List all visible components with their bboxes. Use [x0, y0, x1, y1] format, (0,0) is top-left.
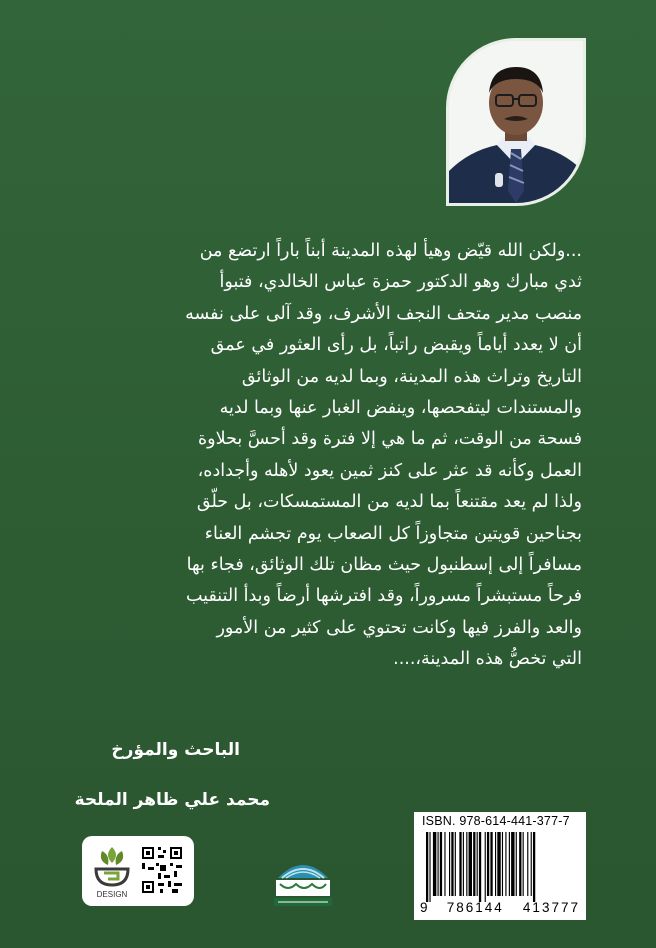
author-portrait-icon — [449, 41, 583, 203]
barcode-bar — [527, 832, 528, 896]
barcode-bar — [440, 832, 442, 896]
body-line: التاريخ وتراث هذه المدينة، وبما لديه من الوثائق — [241, 366, 582, 387]
body-line: والمستندات ليتفحصها، وينفض الغبار عنها وبما لديه — [219, 398, 582, 419]
barcode-bar — [463, 832, 464, 896]
ean-right-group: 413777 — [522, 900, 580, 915]
body-text — [80, 236, 582, 676]
body-line: منصب مدير متحف النجف الأشرف، وقد آلى على نفسه — [185, 303, 582, 324]
barcode-bar — [455, 832, 456, 896]
barcode-bar — [531, 832, 532, 896]
barcode-bar — [451, 832, 453, 896]
barcode-bar — [469, 832, 472, 896]
design-and-qr-icon — [88, 841, 188, 901]
barcode-icon — [422, 832, 578, 902]
isbn-label: ISBN. 978-614-441-377-7 — [422, 814, 570, 828]
author-photo — [446, 38, 586, 206]
barcode-bar — [485, 832, 486, 902]
barcode-bar — [459, 832, 461, 896]
design-logo-text: DESIGN — [96, 890, 128, 899]
body-line: التي تخصُّ هذه المدينة،.... — [393, 649, 582, 670]
body-line: العمل وكأنه قد عثر على كنز ثمين يعود لأهله وأجداده، — [197, 460, 582, 481]
barcode-bar — [433, 832, 436, 896]
barcode-bar — [523, 832, 524, 896]
signature-name: محمد علي ظاهر الملحة — [74, 790, 270, 810]
body-line: ثدي مبارك وهو الدكتور حمزة عباس الخالدي، فتبوأ — [219, 272, 582, 293]
body-line: بجناحين قويتين متجاوزاً كل الصعاب يوم تجشم العناء — [204, 523, 582, 544]
isbn-barcode-box — [414, 812, 586, 920]
qr-code-icon — [140, 845, 184, 897]
barcode-bar — [438, 832, 439, 896]
design-logo-box — [82, 836, 194, 906]
barcode-bar — [490, 832, 492, 896]
body-line: والعد والفرز فيها وكانت تحتوي على كثير من الأمور — [216, 617, 582, 638]
ean-left-group: 786144 — [446, 900, 504, 915]
body-line: ولذا لم يعد مقتنعاً بما لديه من المستمسكات، بل حلّق — [196, 492, 582, 513]
barcode-bar — [497, 832, 500, 896]
barcode-bar — [444, 832, 445, 896]
barcode-bar — [502, 832, 503, 896]
barcode-bar — [511, 832, 514, 896]
barcode-bar — [426, 832, 428, 902]
barcode-bar — [473, 832, 475, 896]
barcode-bar — [487, 832, 489, 896]
barcode-bar — [477, 832, 478, 896]
signature-role: الباحث والمؤرخ — [111, 740, 240, 760]
barcode-bar — [479, 832, 481, 902]
barcode-bar — [429, 832, 430, 902]
barcode-bar — [449, 832, 450, 896]
body-line: أن لا يعدد أياماً ويقبض راتباً، بل رأى العثور في عمق — [210, 335, 582, 356]
barcode-bar — [505, 832, 506, 896]
publisher-logo-icon — [268, 848, 338, 908]
body-line: فسحة من الوقت، ثم ما هي إلا فترة وقد أحسَّ بحلاوة — [198, 429, 582, 450]
barcode-bar — [533, 832, 535, 902]
barcode-bar — [466, 832, 467, 896]
body-line: مسافراً إلى إسطنبول حيث مظان تلك الوثائق، فجاء بها — [186, 555, 582, 576]
body-line: فرحاً مستبشراً مسروراً، وقد افترشها أرضاً وبدأ التنقيب — [185, 586, 582, 607]
ean-first-digit: 9 — [420, 900, 428, 915]
body-line: ...ولكن الله قيّض وهيأ لهذه المدينة أبناً باراً ارتضع من — [199, 241, 582, 261]
ean-digits — [420, 900, 580, 915]
barcode-bar — [509, 832, 510, 896]
barcode-bar — [519, 832, 521, 896]
design-logo-icon — [96, 847, 128, 885]
barcode-bar — [516, 832, 517, 896]
barcode-bar — [495, 832, 496, 896]
